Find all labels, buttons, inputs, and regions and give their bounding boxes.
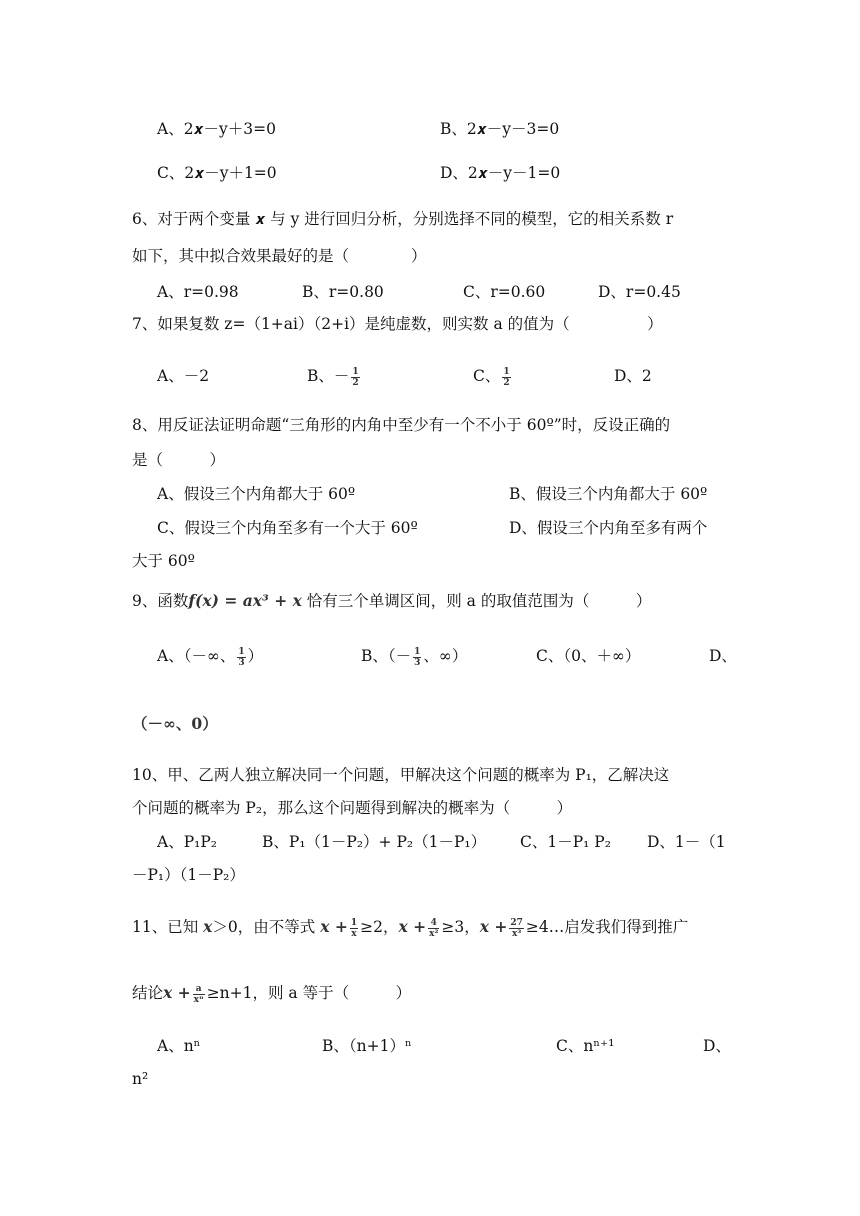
q9-option-b: B、（－ $\frac{1}{3}$ 、∞）	[361, 646, 468, 668]
fraction: $\frac{1}{x}$	[350, 917, 358, 939]
q8-option-c: C、假设三个内角至多有一个大于 60º	[157, 519, 418, 537]
q10-option-d: D、1－（1	[647, 833, 726, 851]
q9-option-d-continued: （－∞、0）	[132, 714, 218, 733]
q8-option-a: A、假设三个内角都大于 60º	[157, 485, 356, 503]
fraction: $\frac{1}{2}$	[352, 366, 359, 388]
q5-option-c: C、2𝒙－y＋1=0	[157, 164, 277, 182]
q11-option-d-continued: n²	[132, 1070, 149, 1088]
q8-stem-line2: 是（ ）	[132, 451, 226, 469]
q8-option-b: B、假设三个内角都大于 60º	[509, 485, 708, 503]
q6-option-a: A、r=0.98	[157, 283, 239, 301]
q6-stem-line1: 6、对于两个变量 𝒙 与 y 进行回归分析，分别选择不同的模型，它的相关系数 r	[132, 210, 674, 228]
q9-option-c: C、（0、＋∞）	[536, 647, 641, 665]
fraction: $\frac{1}{3}$	[414, 646, 421, 668]
q9-option-d: D、	[709, 647, 737, 665]
q11-option-c: C、nⁿ⁺¹	[556, 1037, 615, 1055]
fraction: $\frac{27}{\text{x³}}$	[510, 917, 523, 939]
q10-option-c: C、1－P₁ P₂	[520, 833, 611, 851]
q11-option-a: A、nⁿ	[157, 1037, 201, 1055]
q9-option-a: A、（－∞、 $\frac{1}{3}$ ）	[157, 646, 264, 668]
q10-option-a: A、P₁P₂	[157, 833, 217, 851]
q8-option-d: D、假设三个内角至多有两个	[509, 519, 708, 537]
q7-option-b: B、－ $\frac{1}{2}$	[307, 366, 359, 388]
q5-option-d: D、2𝒙－y－1=0	[440, 164, 561, 182]
fraction: $\frac{a}{\text{xⁿ}}$	[193, 983, 204, 1005]
q11-stem-line2: 结论𝒙 + $\frac{a}{\text{xⁿ}}$ ≥n+1，则 a 等于（ ）	[132, 983, 412, 1005]
q8-option-d-continued: 大于 60º	[132, 552, 195, 570]
q5-option-a: A、2𝒙－y＋3=0	[157, 120, 276, 138]
q10-stem-line1: 10、甲、乙两人独立解决同一个问题，甲解决这个问题的概率为 P₁，乙解决这	[132, 766, 670, 784]
q6-option-c: C、r=0.60	[463, 283, 546, 301]
q7-option-a: A、－2	[157, 367, 210, 385]
q10-option-d-continued: －P₁）（1－P₂）	[132, 866, 245, 884]
fraction: $\frac{1}{3}$	[238, 646, 245, 668]
q11-option-b: B、（n+1）ⁿ	[322, 1037, 412, 1055]
q9-stem: 9、函数f(x) = 𝒂𝒙³ + 𝒙 恰有三个单调区间，则 a 的取值范围为（ ）	[132, 591, 652, 610]
q10-option-b: B、P₁（1－P₂）+ P₂（1－P₁）	[262, 833, 487, 851]
q7-stem: 7、如果复数 z=（1+ai）（2+i）是纯虚数，则实数 a 的值为（ ）	[132, 315, 663, 333]
function-formula: f(x) = 𝒂𝒙³ + 𝒙	[188, 591, 302, 610]
q6-option-b: B、r=0.80	[302, 283, 384, 301]
fraction: $\frac{4}{\text{x²}}$	[429, 917, 439, 939]
q5-option-b: B、2𝒙－y－3=0	[440, 120, 560, 138]
q7-option-d: D、2	[614, 367, 652, 385]
q10-stem-line2: 个问题的概率为 P₂，那么这个问题得到解决的概率为（ ）	[132, 799, 573, 817]
q11-option-d: D、	[703, 1037, 731, 1055]
fraction: $\frac{1}{2}$	[503, 366, 510, 388]
q11-stem-line1: 11、已知 𝒙＞0，由不等式 𝒙 + $\frac{1}{x}$ ≥2，𝒙 + $\frac{4}{\text{x²}}$ ≥3，𝒙 + $\frac{27}{\text{x³}}$ ≥4…启发我们得到推广	[132, 917, 689, 939]
q7-option-c: C、 $\frac{1}{2}$	[473, 366, 510, 388]
q6-option-d: D、r=0.45	[598, 283, 681, 301]
q8-stem-line1: 8、用反证法证明命题“三角形的内角中至少有一个不小于 60º”时，反设正确的	[132, 416, 671, 434]
q6-stem-line2: 如下，其中拟合效果最好的是（ ）	[132, 247, 427, 265]
